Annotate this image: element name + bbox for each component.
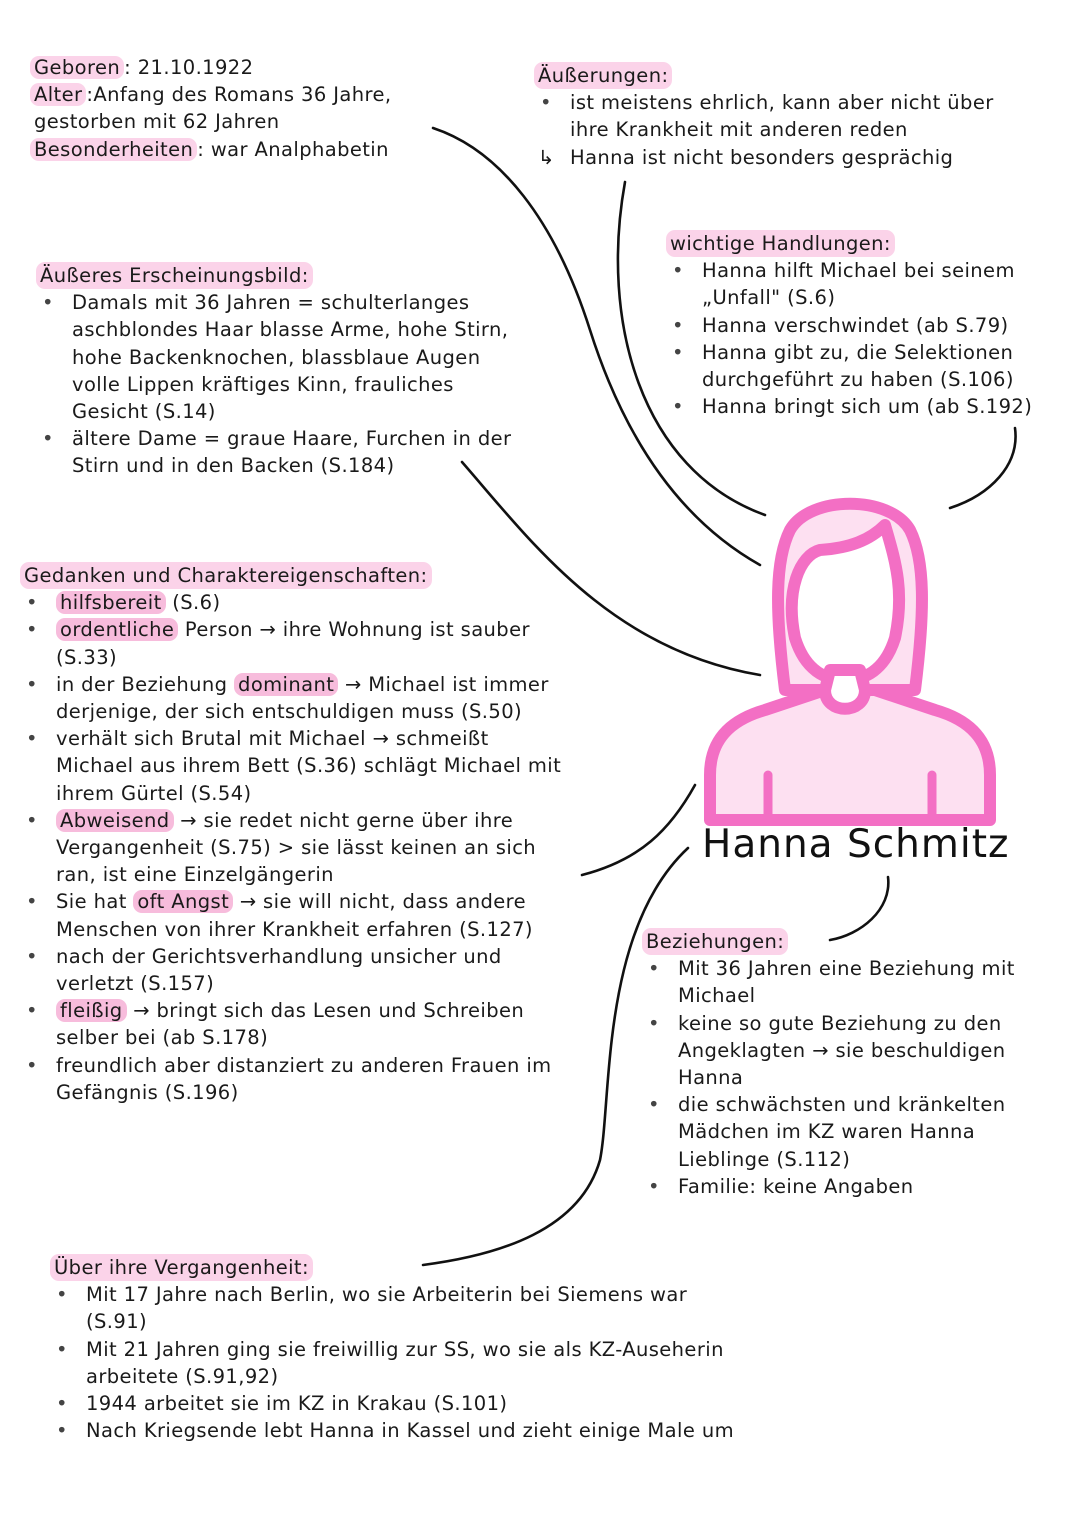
trait-text: → sie redet nicht gerne über ihre bbox=[173, 808, 514, 832]
actions-item bbox=[670, 339, 1032, 393]
actions-item-line: • Hanna gibt zu, die Selektionen bbox=[702, 340, 1014, 364]
trait-item bbox=[24, 725, 561, 807]
relations-item-line: Michael bbox=[678, 984, 756, 1008]
person-avatar-icon bbox=[690, 470, 1010, 830]
actions-item bbox=[670, 312, 1032, 339]
actions-item-line: • Hanna verschwindet (ab S.79) bbox=[702, 313, 1009, 337]
trait-keyword: ordentliche bbox=[56, 618, 178, 641]
actions-item-line: • Hanna bringt sich um (ab S.192) bbox=[702, 395, 1033, 419]
trait-item bbox=[24, 997, 561, 1051]
trait-item-line: Michael aus ihrem Bett (S.36) schlägt Michael mit bbox=[56, 754, 562, 778]
appearance-heading: Äußeres Erscheinungsbild: bbox=[36, 262, 313, 289]
past-item-line: • 1944 arbeitet sie im KZ in Krakau (S.101) bbox=[86, 1392, 508, 1416]
trait-keyword: oft Angst bbox=[133, 890, 233, 913]
relations-item bbox=[646, 1173, 1015, 1200]
trait-item-line bbox=[56, 725, 561, 752]
statements-item-line: ihre Krankheit mit anderen reden bbox=[570, 118, 908, 142]
relations-item-line: • die schwächsten und kränkelten bbox=[678, 1093, 1006, 1117]
relations-item-line: Lieblinge (S.112) bbox=[678, 1147, 851, 1171]
relations-item-line: • keine so gute Beziehung zu den bbox=[678, 1011, 1002, 1035]
appearance-item-line: aschblondes Haar blasse Arme, hohe Stirn, bbox=[72, 318, 509, 342]
relations-list bbox=[646, 955, 1015, 1200]
return-arrow-icon: ↳ bbox=[538, 145, 555, 169]
trait-keyword: fleißig bbox=[56, 999, 127, 1022]
statements-heading: Äußerungen: bbox=[534, 62, 672, 89]
trait-text: freundlich aber distanziert zu anderen Frauen im bbox=[56, 1053, 552, 1077]
born-value: : 21.10.1922 bbox=[124, 56, 254, 79]
trait-item bbox=[24, 589, 561, 616]
statements-conclusion: Hanna ist nicht besonders gesprächig bbox=[570, 145, 954, 169]
appearance-item-line: hohe Backenknochen, blassblaue Augen bbox=[72, 345, 481, 369]
appearance-item-line: Stirn und in den Backen (S.184) bbox=[72, 454, 395, 478]
trait-item bbox=[24, 616, 561, 670]
trait-keyword: dominant bbox=[234, 673, 338, 696]
actions-block bbox=[670, 230, 1032, 420]
trait-item-line bbox=[56, 888, 561, 915]
trait-item-line bbox=[56, 671, 561, 698]
relations-item-line: • Mit 36 Jahren eine Beziehung mit bbox=[678, 957, 1015, 981]
trait-item bbox=[24, 807, 561, 889]
special-value: : war Analphabetin bbox=[197, 137, 389, 161]
trait-item-line: Gefängnis (S.196) bbox=[56, 1080, 239, 1104]
trait-item-line bbox=[56, 943, 561, 970]
trait-text: → bringt sich das Lesen und Schreiben bbox=[126, 999, 525, 1023]
appearance-block bbox=[40, 262, 511, 480]
trait-item-line: verletzt (S.157) bbox=[56, 972, 215, 996]
appearance-item bbox=[40, 425, 511, 479]
line-traits bbox=[582, 785, 695, 875]
appearance-item-line: • ältere Dame = graue Haare, Furchen in der bbox=[72, 427, 512, 451]
appearance-item-line: Gesicht (S.14) bbox=[72, 400, 216, 424]
trait-item-line: (S.33) bbox=[56, 645, 118, 669]
statements-item-line: • ist meistens ehrlich, kann aber nicht über bbox=[570, 91, 994, 115]
actions-item bbox=[670, 257, 1032, 311]
statements-list bbox=[538, 89, 994, 143]
trait-text: nach der Gerichtsverhandlung unsicher und bbox=[56, 944, 502, 968]
relations-item-line: Angeklagten → sie beschuldigen bbox=[678, 1038, 1006, 1062]
trait-item-line: Vergangenheit (S.75) > sie lässt keinen an sich bbox=[56, 836, 537, 860]
appearance-item-line: volle Lippen kräftiges Kinn, frauliches bbox=[72, 372, 454, 396]
statements-block bbox=[538, 62, 994, 171]
trait-item bbox=[24, 888, 561, 942]
age-value: :Anfang des Romans 36 Jahre, bbox=[86, 83, 392, 107]
trait-text: verhält sich Brutal mit Michael → schmeißt bbox=[56, 727, 489, 751]
person-name: Hanna Schmitz bbox=[702, 822, 1010, 867]
past-item bbox=[54, 1390, 734, 1417]
special-label: Besonderheiten bbox=[30, 138, 197, 161]
past-list bbox=[54, 1281, 734, 1444]
statements-item bbox=[538, 89, 994, 143]
actions-item-line: • Hanna hilft Michael bei seinem bbox=[702, 259, 1015, 283]
past-item-line: arbeitete (S.91,92) bbox=[86, 1364, 279, 1388]
past-heading: Über ihre Vergangenheit: bbox=[50, 1254, 313, 1281]
trait-text: in der Beziehung bbox=[56, 672, 235, 696]
appearance-list bbox=[40, 289, 511, 479]
actions-item-line: „Unfall" (S.6) bbox=[702, 286, 836, 310]
past-item bbox=[54, 1417, 734, 1444]
trait-item bbox=[24, 1052, 561, 1106]
actions-heading: wichtige Handlungen: bbox=[666, 230, 895, 257]
relations-item-line: Mädchen im KZ waren Hanna bbox=[678, 1120, 976, 1144]
born-label: Geboren bbox=[30, 56, 124, 79]
trait-keyword: Abweisend bbox=[56, 809, 174, 832]
traits-heading: Gedanken und Charaktereigenschaften: bbox=[20, 562, 432, 589]
actions-list bbox=[670, 257, 1032, 420]
relations-item bbox=[646, 955, 1015, 1009]
trait-text: → Michael ist immer bbox=[338, 672, 549, 696]
trait-keyword: hilfsbereit bbox=[56, 591, 166, 614]
trait-item-line bbox=[56, 589, 561, 616]
relations-block bbox=[646, 928, 1015, 1200]
trait-item-line: ihrem Gürtel (S.54) bbox=[56, 781, 252, 805]
past-item-line: • Mit 21 Jahren ging sie freiwillig zur SS, wo sie als KZ-Auseherin bbox=[86, 1337, 724, 1361]
trait-item-line bbox=[56, 997, 561, 1024]
trait-item-line: ran, ist eine Einzelgängerin bbox=[56, 863, 334, 887]
trait-text: Person → ihre Wohnung ist sauber bbox=[178, 618, 530, 642]
basics-block bbox=[34, 54, 392, 163]
trait-item-line: derjenige, der sich entschuldigen muss (S.50) bbox=[56, 700, 523, 724]
trait-item bbox=[24, 671, 561, 725]
trait-text: Sie hat bbox=[56, 890, 134, 914]
trait-item-line: selber bei (ab S.178) bbox=[56, 1026, 269, 1050]
past-item-line: • Mit 17 Jahre nach Berlin, wo sie Arbeiterin bei Siemens war bbox=[86, 1283, 688, 1307]
relations-item bbox=[646, 1091, 1015, 1173]
trait-item-line bbox=[56, 616, 561, 643]
past-block bbox=[54, 1254, 734, 1444]
actions-item bbox=[670, 393, 1032, 420]
appearance-item bbox=[40, 289, 511, 425]
past-item bbox=[54, 1336, 734, 1390]
relations-heading: Beziehungen: bbox=[642, 928, 788, 955]
trait-item-line: Menschen von ihrer Krankheit erfahren (S.127) bbox=[56, 917, 533, 941]
past-item-line: (S.91) bbox=[86, 1310, 148, 1334]
trait-item-line bbox=[56, 1052, 561, 1079]
age-value-cont: gestorben mit 62 Jahren bbox=[34, 110, 280, 134]
age-label: Alter bbox=[30, 83, 86, 106]
trait-text: → sie will nicht, dass andere bbox=[233, 890, 527, 914]
trait-item-line bbox=[56, 807, 561, 834]
traits-block bbox=[24, 562, 561, 1106]
trait-item bbox=[24, 943, 561, 997]
actions-item-line: durchgeführt zu haben (S.106) bbox=[702, 368, 1014, 392]
past-item bbox=[54, 1281, 734, 1335]
relations-item-line: • Familie: keine Angaben bbox=[678, 1174, 914, 1198]
trait-text: (S.6) bbox=[165, 591, 221, 615]
appearance-item-line: • Damals mit 36 Jahren = schulterlanges bbox=[72, 291, 470, 315]
past-item-line: • Nach Kriegsende lebt Hanna in Kassel und zieht einige Male um bbox=[86, 1419, 734, 1443]
relations-item-line: Hanna bbox=[678, 1066, 744, 1090]
relations-item bbox=[646, 1010, 1015, 1092]
traits-list bbox=[24, 589, 561, 1106]
